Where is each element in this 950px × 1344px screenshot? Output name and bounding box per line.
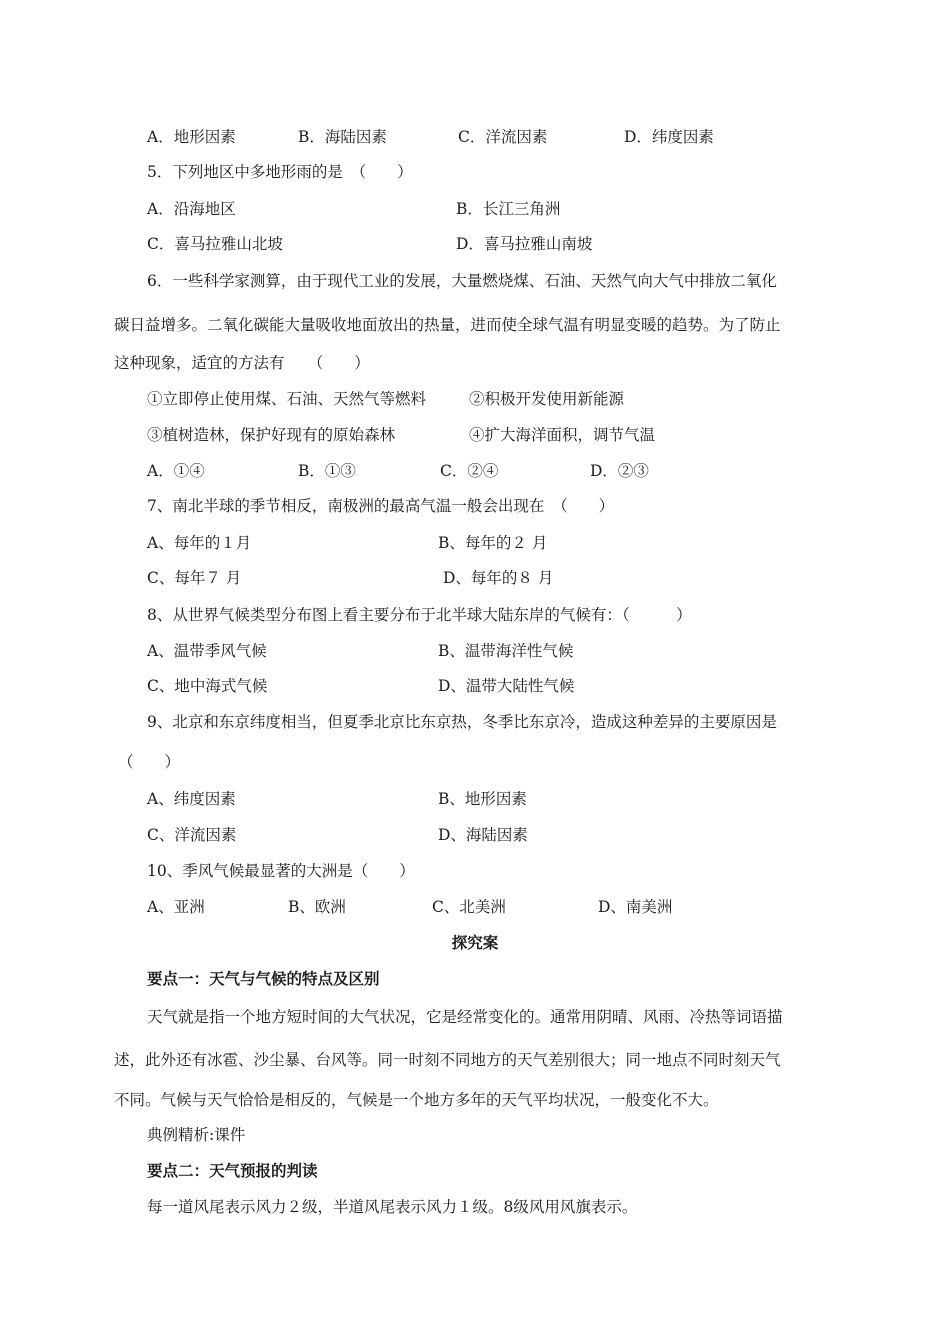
q5-option-d: D．喜马拉雅山南坡 xyxy=(456,235,593,253)
q6-item-1: ①立即停止使用煤、石油、天然气等燃料 xyxy=(147,390,427,408)
q6-option-d: D．②③ xyxy=(590,462,649,480)
q7-option-d: D、每年的８ 月 xyxy=(443,569,554,587)
q10-option-c: C、北美洲 xyxy=(432,898,506,916)
point1-para-line-1: 天气就是指一个地方短时间的大气状况，它是经常变化的。通常用阴晴、风雨、冷热等词语描 xyxy=(147,1008,783,1026)
q4-option-a: A．地形因素 xyxy=(147,128,236,146)
q6-stem-line-3: 这种现象，适宜的方法有 （ ） xyxy=(114,354,370,372)
q7-option-c: C、每年７ 月 xyxy=(147,569,242,587)
q5-option-b: B．长江三角洲 xyxy=(456,200,561,218)
point1-example: 典例精析:课件 xyxy=(147,1126,246,1144)
q6-item-4: ④扩大海洋面积，调节气温 xyxy=(469,426,656,444)
point2-para: 每一道风尾表示风力２级，半道风尾表示风力１级。8级风用风旗表示。 xyxy=(147,1198,638,1216)
q6-item-2: ②积极开发使用新能源 xyxy=(469,390,625,408)
q4-option-c: C．洋流因素 xyxy=(458,128,548,146)
point2-title: 要点二：天气预报的判读 xyxy=(147,1162,318,1180)
point1-para-line-3: 不同。气候与天气恰恰是相反的，气候是一个地方多年的天气平均状况，一般变化不大。 xyxy=(114,1091,719,1109)
q7-stem: 7、南北半球的季节相反，南极洲的最高气温一般会出现在 （ ） xyxy=(147,497,615,515)
q7-option-b: B、每年的２ 月 xyxy=(438,534,548,552)
q8-option-a: A、温带季风气候 xyxy=(147,642,267,660)
q10-stem: 10、季风气候最显著的大洲是（ ） xyxy=(147,862,415,880)
q4-option-b: B．海陆因素 xyxy=(298,128,387,146)
q9-stem-line-2: （ ） xyxy=(118,753,181,771)
q9-option-a: A、纬度因素 xyxy=(147,790,236,808)
q10-option-d: D、南美洲 xyxy=(598,898,673,916)
point1-title: 要点一：天气与气候的特点及区别 xyxy=(147,970,380,988)
point1-para-line-2: 述，此外还有冰雹、沙尘暴、台风等。同一时刻不同地方的天气差别很大；同一地点不同时刻天气 xyxy=(114,1051,781,1069)
q8-stem: 8、从世界气候类型分布图上看主要分布于北半球大陆东岸的气候有：（ ） xyxy=(147,606,692,624)
q6-option-b: B．①③ xyxy=(298,462,356,480)
q6-option-c: C．②④ xyxy=(440,462,499,480)
q4-option-d: D．纬度因素 xyxy=(624,128,714,146)
q8-option-b: B、温带海洋性气候 xyxy=(438,642,574,660)
q5-option-a: A．沿海地区 xyxy=(147,200,236,218)
q8-option-d: D、温带大陆性气候 xyxy=(438,677,575,695)
q6-stem-line-1: 6．一些科学家测算，由于现代工业的发展，大量燃烧煤、石油、天然气向大气中排放二氧化 xyxy=(147,272,777,290)
q10-option-a: A、亚洲 xyxy=(147,898,205,916)
section-title: 探究案 xyxy=(451,934,499,952)
q7-option-a: A、每年的１月 xyxy=(147,534,252,552)
q10-option-b: B、欧洲 xyxy=(288,898,346,916)
q9-option-b: B、地形因素 xyxy=(438,790,527,808)
q9-option-d: D、海陆因素 xyxy=(438,826,528,844)
q6-item-3: ③植树造林，保护好现有的原始森林 xyxy=(147,426,396,444)
q8-option-c: C、地中海式气候 xyxy=(147,677,268,695)
q5-option-c: C．喜马拉雅山北坡 xyxy=(147,235,283,253)
q6-stem-line-2: 碳日益增多。二氧化碳能大量吸收地面放出的热量，进而使全球气温有明显变暖的趋势。为了防止 xyxy=(114,316,781,334)
q5-stem: 5．下列地区中多地形雨的是 （ ） xyxy=(147,163,413,181)
q9-stem-line-1: 9、北京和东京纬度相当，但夏季北京比东京热，冬季比东京冷，造成这种差异的主要原因是 xyxy=(147,713,777,731)
q9-option-c: C、洋流因素 xyxy=(147,826,237,844)
q6-option-a: A．①④ xyxy=(147,462,205,480)
